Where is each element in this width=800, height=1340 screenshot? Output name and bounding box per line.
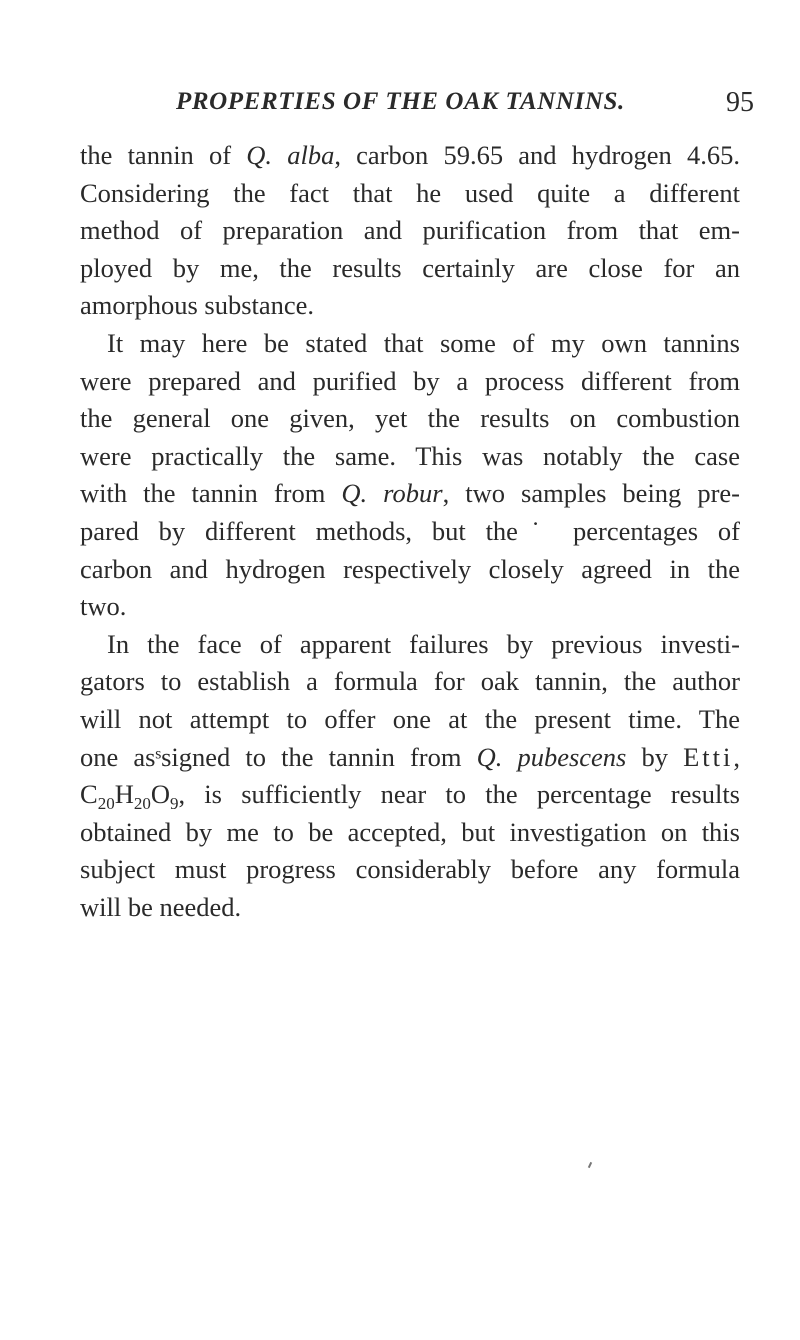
- page-number: 95: [726, 87, 754, 118]
- text-line-3: method of preparation and purification from that em-: [80, 215, 740, 246]
- formula-hydrogen: H: [114, 779, 134, 810]
- body-text: [80, 137, 740, 926]
- text-line-1: [80, 137, 740, 175]
- text-line-17: [80, 739, 740, 777]
- stray-ink-mark: [588, 1162, 592, 1168]
- text-line-20: subject must progress considerably before any formula: [80, 854, 740, 885]
- text-segment: , two samples being pre-: [442, 478, 740, 509]
- text-segment: with the tannin from: [80, 478, 342, 509]
- text-segment: one asˢsigned to the tannin from: [80, 741, 477, 772]
- text-line-4: ployed by me, the results certainly are close for an: [80, 252, 740, 283]
- text-line-13: two.: [80, 591, 127, 622]
- species-name-pubescens: Q. pubescens: [476, 741, 627, 772]
- text-segment: , is sufficiently near to the percentage results: [178, 779, 740, 810]
- text-segment: the tannin of: [80, 140, 247, 170]
- formula-oxygen-count: 9: [169, 794, 179, 814]
- text-line-7: were prepared and purified by a process different from: [80, 365, 740, 396]
- text-line-11: pared by different methods, but the˙ percentages of: [80, 515, 740, 546]
- text-line-15: gators to establish a formula for oak tannin, the author: [80, 666, 740, 697]
- running-title: PROPERTIES OF THE OAK TANNINS.: [176, 88, 625, 115]
- running-header: [0, 88, 800, 128]
- text-segment: , carbon 59.65 and hydrogen 4.65.: [334, 140, 741, 170]
- text-segment: by: [626, 741, 684, 772]
- text-line-10: [80, 475, 740, 513]
- formula-carbon: C: [80, 779, 98, 810]
- species-name-robur: Q. robur: [341, 478, 443, 509]
- text-line-8: the general one given, yet the results on combustion: [80, 403, 740, 434]
- text-line-18: [80, 776, 740, 814]
- formula-hydrogen-count: 20: [133, 794, 151, 814]
- text-line-16: will not attempt to offer one at the present time. The: [80, 703, 740, 734]
- text-line-14: In the face of apparent failures by previous investi-: [107, 628, 740, 659]
- species-name-alba: Q. alba: [246, 140, 335, 170]
- text-line-6: It may here be stated that some of my own tannins: [107, 327, 740, 358]
- formula-oxygen: O: [150, 779, 170, 810]
- text-line-5: amorphous substance.: [80, 290, 315, 321]
- text-line-2: Considering the fact that he used quite a different: [80, 177, 740, 208]
- author-name-etti: Etti: [683, 741, 734, 772]
- chemical-formula: [80, 779, 179, 814]
- text-line-19: obtained by me to be accepted, but investigation on this: [80, 816, 740, 847]
- text-line-12: carbon and hydrogen respectively closely agreed in the: [80, 553, 740, 584]
- text-line-21: will be needed.: [80, 891, 242, 922]
- text-segment: ,: [733, 741, 741, 772]
- formula-carbon-count: 20: [97, 794, 115, 814]
- text-line-9: were practically the same. This was notably the case: [80, 440, 740, 471]
